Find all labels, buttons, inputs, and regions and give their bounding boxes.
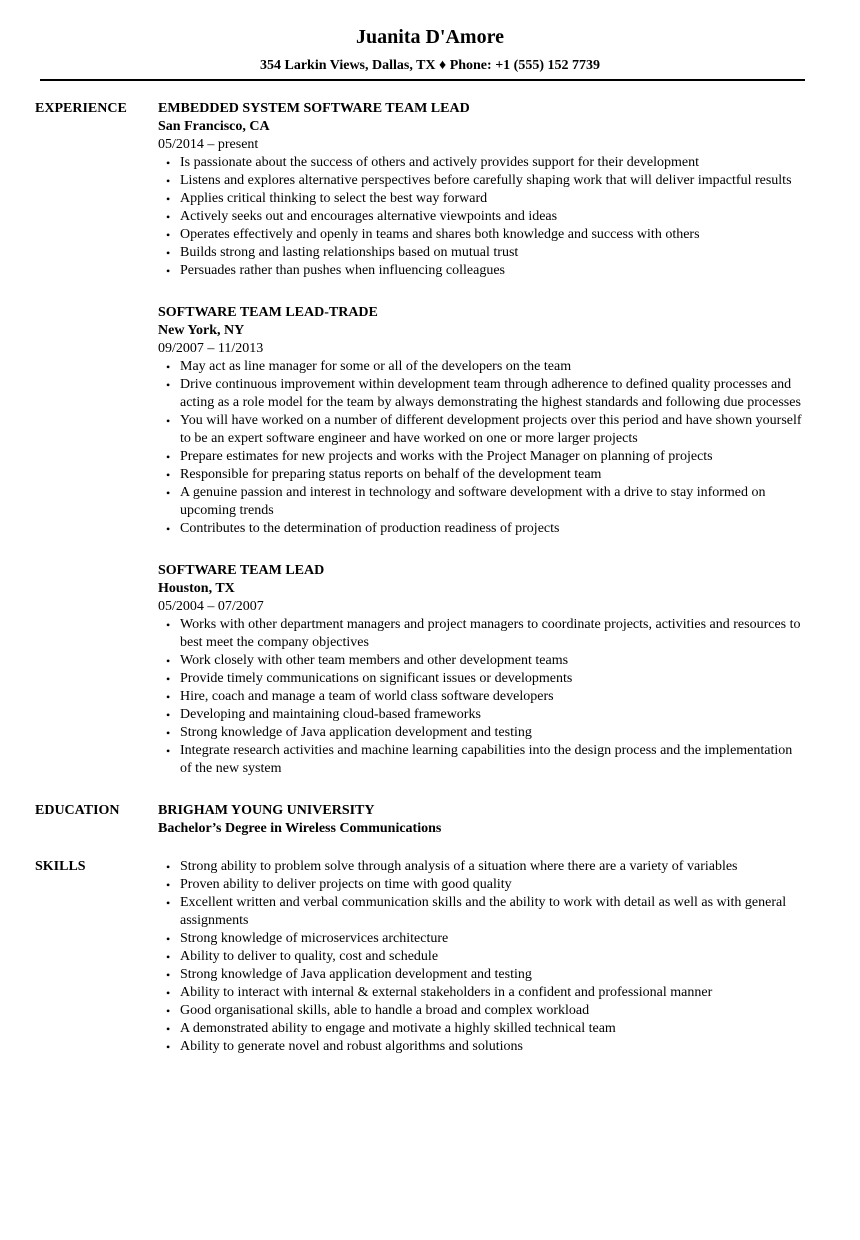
bullet-item: • Listens and explores alternative perspectives before carefully shaping work that will deliver impactful results bbox=[180, 172, 805, 190]
job-entry bbox=[158, 100, 805, 280]
skills-list bbox=[158, 858, 805, 1056]
job-list bbox=[158, 100, 805, 802]
job-bullets bbox=[158, 154, 805, 280]
skill-item: • Ability to generate novel and robust algorithms and solutions bbox=[180, 1038, 805, 1056]
bullet-item: • Strong knowledge of Java application development and testing bbox=[180, 724, 805, 742]
bullet-item: • Works with other department managers and project managers to coordinate projects, activities and resources to best meet the company objectives bbox=[180, 616, 805, 652]
job-bullets bbox=[158, 616, 805, 778]
job-dates: 05/2004 – 07/2007 bbox=[158, 599, 264, 614]
job-title: SOFTWARE TEAM LEAD bbox=[158, 563, 325, 578]
bullet-item: • Developing and maintaining cloud-based frameworks bbox=[180, 706, 805, 724]
candidate-name: Juanita D'Amore bbox=[356, 26, 504, 48]
bullet-item: • You will have worked on a number of different development projects over this period and have shown yourself to be an expert software engineer and have worked on one or more larger projects bbox=[180, 412, 805, 448]
bullet-item: • Provide timely communications on significant issues or developments bbox=[180, 670, 805, 688]
bullet-item: • Hire, coach and manage a team of world class software developers bbox=[180, 688, 805, 706]
bullet-item: • Prepare estimates for new projects and works with the Project Manager on planning of projects bbox=[180, 448, 805, 466]
bullet-item: • Responsible for preparing status reports on behalf of the development team bbox=[180, 466, 805, 484]
bullet-item: • Drive continuous improvement within development team through adherence to defined quality processes and acting as a role model for the team by always demonstrating the highest standards and following due processes bbox=[180, 376, 805, 412]
skill-item: • Ability to interact with internal & external stakeholders in a confident and professional manner bbox=[180, 984, 805, 1002]
phone: Phone: +1 (555) 152 7739 bbox=[449, 58, 600, 73]
school-name: BRIGHAM YOUNG UNIVERSITY bbox=[158, 803, 375, 818]
bullet-item: • Contributes to the determination of production readiness of projects bbox=[180, 520, 805, 538]
education-section bbox=[35, 802, 805, 838]
section-label: SKILLS bbox=[35, 859, 86, 874]
skill-item: • Strong ability to problem solve through analysis of a situation where there are a variety of variables bbox=[180, 858, 805, 876]
job-title: EMBEDDED SYSTEM SOFTWARE TEAM LEAD bbox=[158, 101, 470, 116]
bullet-item: • A genuine passion and interest in technology and software development with a drive to stay informed on upcoming trends bbox=[180, 484, 805, 520]
job-dates: 05/2014 – present bbox=[158, 137, 259, 152]
job-entry bbox=[158, 304, 805, 538]
header-divider bbox=[40, 79, 805, 81]
job-title: SOFTWARE TEAM LEAD-TRADE bbox=[158, 305, 378, 320]
bullet-item: • Applies critical thinking to select the best way forward bbox=[180, 190, 805, 208]
diamond-separator-icon: ♦ bbox=[439, 58, 447, 73]
degree: Bachelor’s Degree in Wireless Communications bbox=[158, 821, 442, 836]
bullet-item: • Is passionate about the success of others and actively provides support for their development bbox=[180, 154, 805, 172]
section-label: EXPERIENCE bbox=[35, 101, 127, 116]
section-label: EDUCATION bbox=[35, 803, 120, 818]
resume-header bbox=[0, 0, 860, 75]
experience-section bbox=[35, 100, 805, 802]
bullet-item: • Actively seeks out and encourages alternative viewpoints and ideas bbox=[180, 208, 805, 226]
skill-item: • Strong knowledge of microservices architecture bbox=[180, 930, 805, 948]
bullet-item: • Operates effectively and openly in teams and shares both knowledge and success with others bbox=[180, 226, 805, 244]
job-location: New York, NY bbox=[158, 323, 245, 338]
skill-item: • A demonstrated ability to engage and motivate a highly skilled technical team bbox=[180, 1020, 805, 1038]
job-bullets bbox=[158, 358, 805, 538]
job-dates: 09/2007 – 11/2013 bbox=[158, 341, 264, 356]
address: 354 Larkin Views, Dallas, TX bbox=[259, 58, 436, 73]
skill-item: • Excellent written and verbal communication skills and the ability to work with detail as well as with general assignments bbox=[180, 894, 805, 930]
bullet-item: • May act as line manager for some or all of the developers on the team bbox=[180, 358, 805, 376]
bullet-item: • Integrate research activities and machine learning capabilities into the design process and the implementation of the new system bbox=[180, 742, 805, 778]
skills-section bbox=[35, 858, 805, 1056]
skill-item: • Proven ability to deliver projects on time with good quality bbox=[180, 876, 805, 894]
job-location: Houston, TX bbox=[158, 581, 235, 596]
job-entry bbox=[158, 562, 805, 778]
bullet-item: • Persuades rather than pushes when influencing colleagues bbox=[180, 262, 805, 280]
skill-item: • Ability to deliver to quality, cost and schedule bbox=[180, 948, 805, 966]
skill-item: • Strong knowledge of Java application development and testing bbox=[180, 966, 805, 984]
contact-line bbox=[0, 57, 860, 75]
bullet-item: • Work closely with other team members and other development teams bbox=[180, 652, 805, 670]
skill-item: • Good organisational skills, able to handle a broad and complex workload bbox=[180, 1002, 805, 1020]
job-location: San Francisco, CA bbox=[158, 119, 270, 134]
bullet-item: • Builds strong and lasting relationships based on mutual trust bbox=[180, 244, 805, 262]
